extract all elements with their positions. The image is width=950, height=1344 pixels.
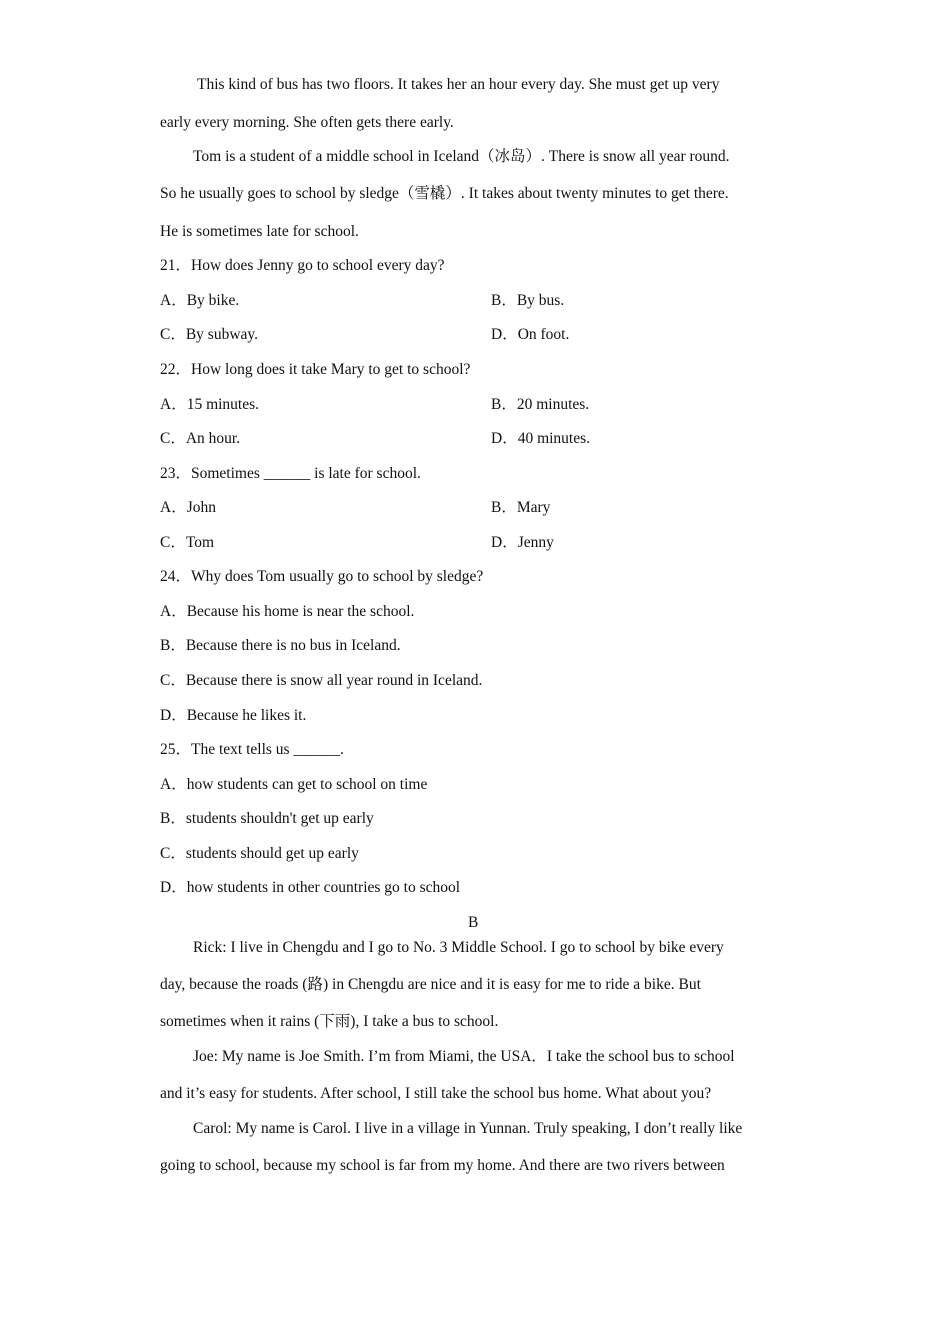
- joe-line1: Joe: My name is Joe Smith. I’m from Miami, the USA．I take the school bus to school: [193, 1048, 735, 1065]
- question-22: 22．How long does it take Mary to get to school?: [160, 361, 471, 378]
- option-21d: D．On foot.: [491, 326, 570, 343]
- option-23a: A．John: [160, 499, 216, 516]
- option-23d: D．Jenny: [491, 534, 554, 551]
- option-23b: B．Mary: [491, 499, 551, 516]
- option-25b: B．students shouldn't get up early: [160, 810, 374, 827]
- option-24a: A．Because his home is near the school.: [160, 603, 415, 620]
- option-22c: C．An hour.: [160, 430, 241, 447]
- option-21a: A．By bike.: [160, 292, 240, 309]
- passage-a-p2-line1: Tom is a student of a middle school in Iceland（冰岛）. There is snow all year round.: [193, 148, 730, 165]
- option-23c: C．Tom: [160, 534, 215, 551]
- passage-a-p1-line2: early every morning. She often gets there early.: [160, 114, 454, 131]
- option-22d: D．40 minutes.: [491, 430, 591, 447]
- option-22a: A．15 minutes.: [160, 396, 260, 413]
- option-24d: D．Because he likes it.: [160, 707, 307, 724]
- passage-a-p1-line1: This kind of bus has two floors. It takes her an hour every day. She must get up very: [197, 76, 720, 93]
- option-25c: C．students should get up early: [160, 845, 359, 862]
- option-22b: B．20 minutes.: [491, 396, 590, 413]
- option-21c: C．By subway.: [160, 326, 259, 343]
- option-21b: B．By bus.: [491, 292, 565, 309]
- carol-line1: Carol: My name is Carol. I live in a village in Yunnan. Truly speaking, I don’t really like: [193, 1120, 743, 1137]
- passage-a-p2-line3: He is sometimes late for school.: [160, 223, 359, 240]
- rick-line2: day, because the roads (路) in Chengdu are nice and it is easy for me to ride a bike. But: [160, 976, 701, 993]
- option-24c: C．Because there is snow all year round in Iceland.: [160, 672, 483, 689]
- section-b-heading: B: [468, 914, 479, 931]
- carol-line2: going to school, because my school is far from my home. And there are two rivers between: [160, 1157, 725, 1174]
- option-25d: D．how students in other countries go to school: [160, 879, 461, 896]
- question-24: 24．Why does Tom usually go to school by sledge?: [160, 568, 484, 585]
- question-25: 25．The text tells us ______.: [160, 741, 344, 758]
- rick-line3: sometimes when it rains (下雨), I take a bus to school.: [160, 1013, 499, 1030]
- rick-line1: Rick: I live in Chengdu and I go to No. 3 Middle School. I go to school by bike every: [193, 939, 724, 956]
- question-21: 21．How does Jenny go to school every day?: [160, 257, 445, 274]
- option-24b: B．Because there is no bus in Iceland.: [160, 637, 401, 654]
- option-25a: A．how students can get to school on time: [160, 776, 428, 793]
- joe-line2: and it’s easy for students. After school, I still take the school bus home. What about you?: [160, 1085, 712, 1102]
- passage-a-p2-line2: So he usually goes to school by sledge（雪橇）. It takes about twenty minutes to get there.: [160, 185, 729, 202]
- question-23: 23．Sometimes ______ is late for school.: [160, 465, 421, 482]
